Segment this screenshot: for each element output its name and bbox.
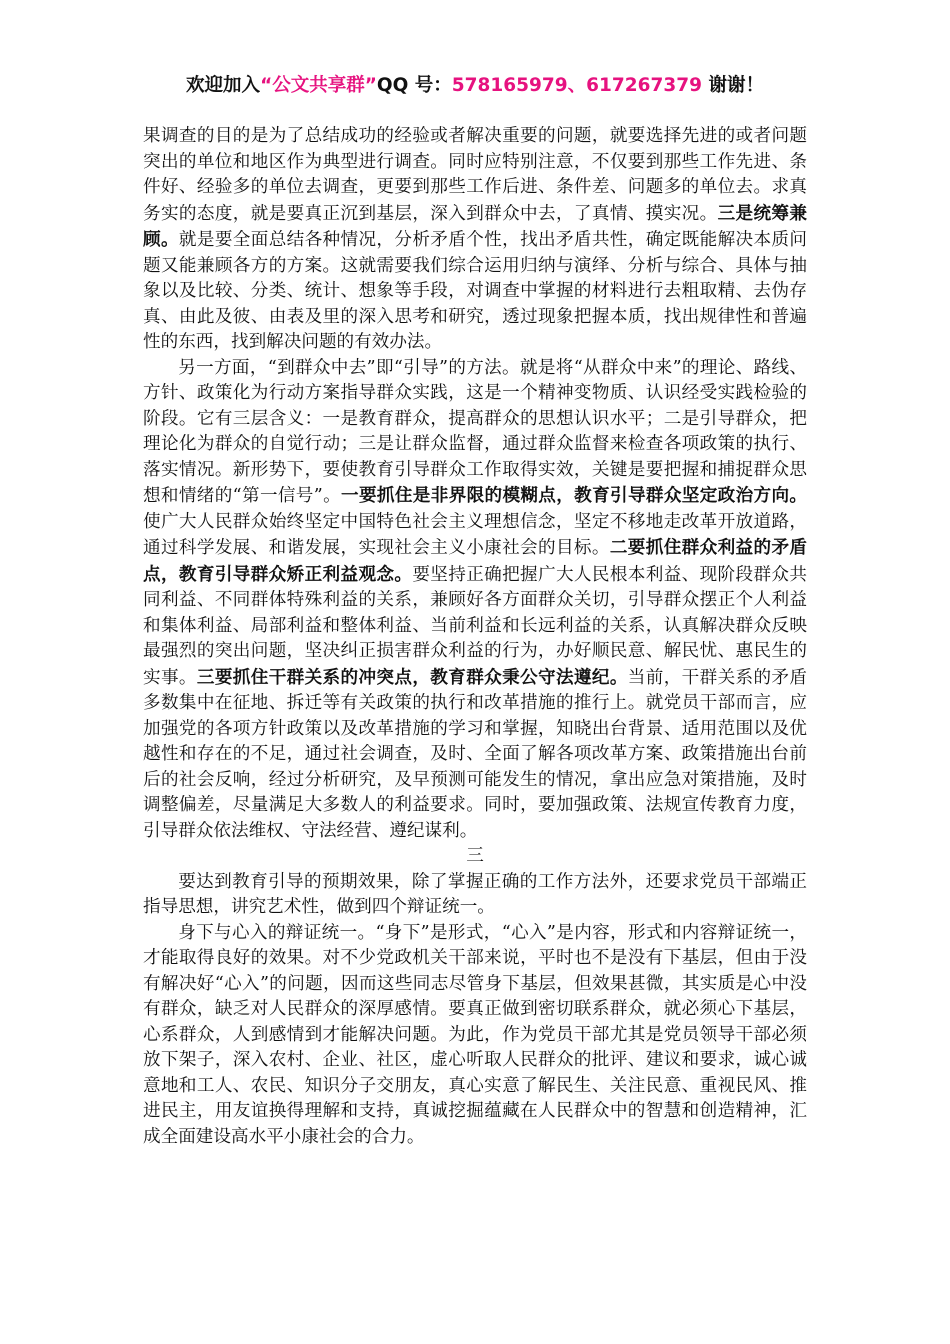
paragraph-guidance-method — [143, 356, 807, 845]
text-run: 使广大人民群众始终坚定中国特色社会主义理想信念，坚定不移地走改革开放道路，通过科学发展、和谐发展，实现社会主义小康社会的目标。 — [143, 511, 807, 558]
paragraph-continued — [143, 124, 807, 356]
text-run: 要坚持正确把握广大人民根本利益、现阶段群众共同利益、不同群体特殊利益的关系，兼顾好各方面群众关切，引导群众摆正个人利益和集体利益、局部利益和整体利益、当前利益和长远利益的关系，认真解决群众反映最强烈的突出问题，坚决纠正损害群众利益的行为，办好顺民意、解民忧、惠民生的实事。 — [143, 564, 807, 688]
header-thanks: 谢谢！ — [702, 75, 764, 96]
header-qq-label: QQ 号： — [376, 75, 452, 96]
paragraph-intro-four-unities: 要达到教育引导的预期效果，除了掌握正确的工作方法外，还要求党员干部端正指导思想，讲究艺术性，做到四个辩证统一。 — [143, 871, 807, 917]
bold-point-heading: 一要抓住是非界限的模糊点，教育引导群众坚定政治方向。 — [341, 485, 807, 506]
bold-point-heading: 三要抓住干群关系的冲突点，教育群众秉公守法遵纪。 — [196, 666, 628, 688]
header-group-name: “公文共享群” — [260, 75, 377, 96]
paragraph-body-and-heart: 身下与心入的辩证统一。“身下”是形式，“心入”是内容，形式和内容辩证统一，才能取得良好的效果。对不少党政机关干部来说，平时也不是没有下基层，但由于没有解决好“心入”的问题，因而这些同志尽管身下基层，但效果甚微，其实质是心中没有群众，缺乏对人民群众的深厚感情。要真正做到密切联系群众，就必须心下基层，心系群众，人到感情到才能解决问题。为此，作为党员干部尤其是党员领导干部必须放下架子，深入农村、企业、社区，虚心听取人民群众的批评、建议和要求，诚心诚意地和工人、农民、知识分子交朋友，真心实意了解民生、关注民意、重视民风、推进民主，用友谊换得理解和支持，真诚挖掘蕴藏在人民群众中的智慧和创造精神，汇成全面建设高水平小康社会的合力。 — [143, 922, 807, 1147]
text-run: 另一方面，“到群众中去”即“引导”的方法。就是将“从群众中来”的理论、路线、方针、政策化为行动方案指导群众实践，这是一个精神变物质、认识经受实践检验的阶段。它有三层含义：一是教育群众，提高群众的思想认识水平；二是引导群众，把理论化为群众的自觉行动；三是让群众监督，通过群众监督来检查各项政策的执行、落实情况。新形势下，要使教育引导群众工作取得实效，关键是要把握和捕捉群众思想和情绪的“第一信号”。 — [143, 357, 807, 506]
header-qq-numbers: 578165979、617267379 — [451, 75, 702, 96]
header-prefix: 欢迎加入 — [186, 75, 261, 96]
page-header-banner — [0, 72, 950, 100]
bold-point-heading: 二要抓住群众利益的矛盾点，教育引导群众矫正利益观念。 — [143, 537, 807, 585]
text-run: 果调查的目的是为了总结成功的经验或者解决重要的问题，就要选择先进的或者问题突出的单位和地区作为典型进行调查。同时应特别注意，不仅要到那些工作先进、条件好、经验多的单位去调查，更要到那些工作后进、条件差、问题多的单位去。求真务实的态度，就是要真正沉到基层，深入到群众中去，了真情、摸实况。 — [143, 126, 807, 224]
document-body — [143, 124, 807, 1150]
bold-point-heading: 三是统筹兼顾。 — [143, 202, 807, 250]
section-heading: 三 — [466, 846, 484, 866]
text-run: 就是要全面总结各种情况，分析矛盾个性，找出矛盾共性，确定既能解决本质问题又能兼顾各方的方案。这就需要我们综合运用归纳与演绎、分析与综合、具体与抽象以及比较、分类、统计、想象等手段，对调查中掌握的材料进行去粗取精、去伪存真、由此及彼、由表及里的深入思考和研究，透过现象把握本质，找出规律性和普遍性的东西，找到解决问题的有效办法。 — [143, 230, 807, 352]
text-run: 当前，干群关系的矛盾多数集中在征地、拆迁等有关政策的执行和改革措施的推行上。就党员干部而言，应加强党的各项方针政策以及改革措施的学习和掌握，知晓出台背景、适用范围以及优越性和存在的不足，通过社会调查，及时、全面了解各项改革方案、政策措施出台前后的社会反响，经过分析研究，及早预测可能发生的情况，拿出应急对策措施，及时调整偏差，尽量满足大多数人的利益要求。同时，要加强政策、法规宣传教育力度，引导群众依法维权、守法经营、遵纪谋利。 — [143, 667, 807, 841]
